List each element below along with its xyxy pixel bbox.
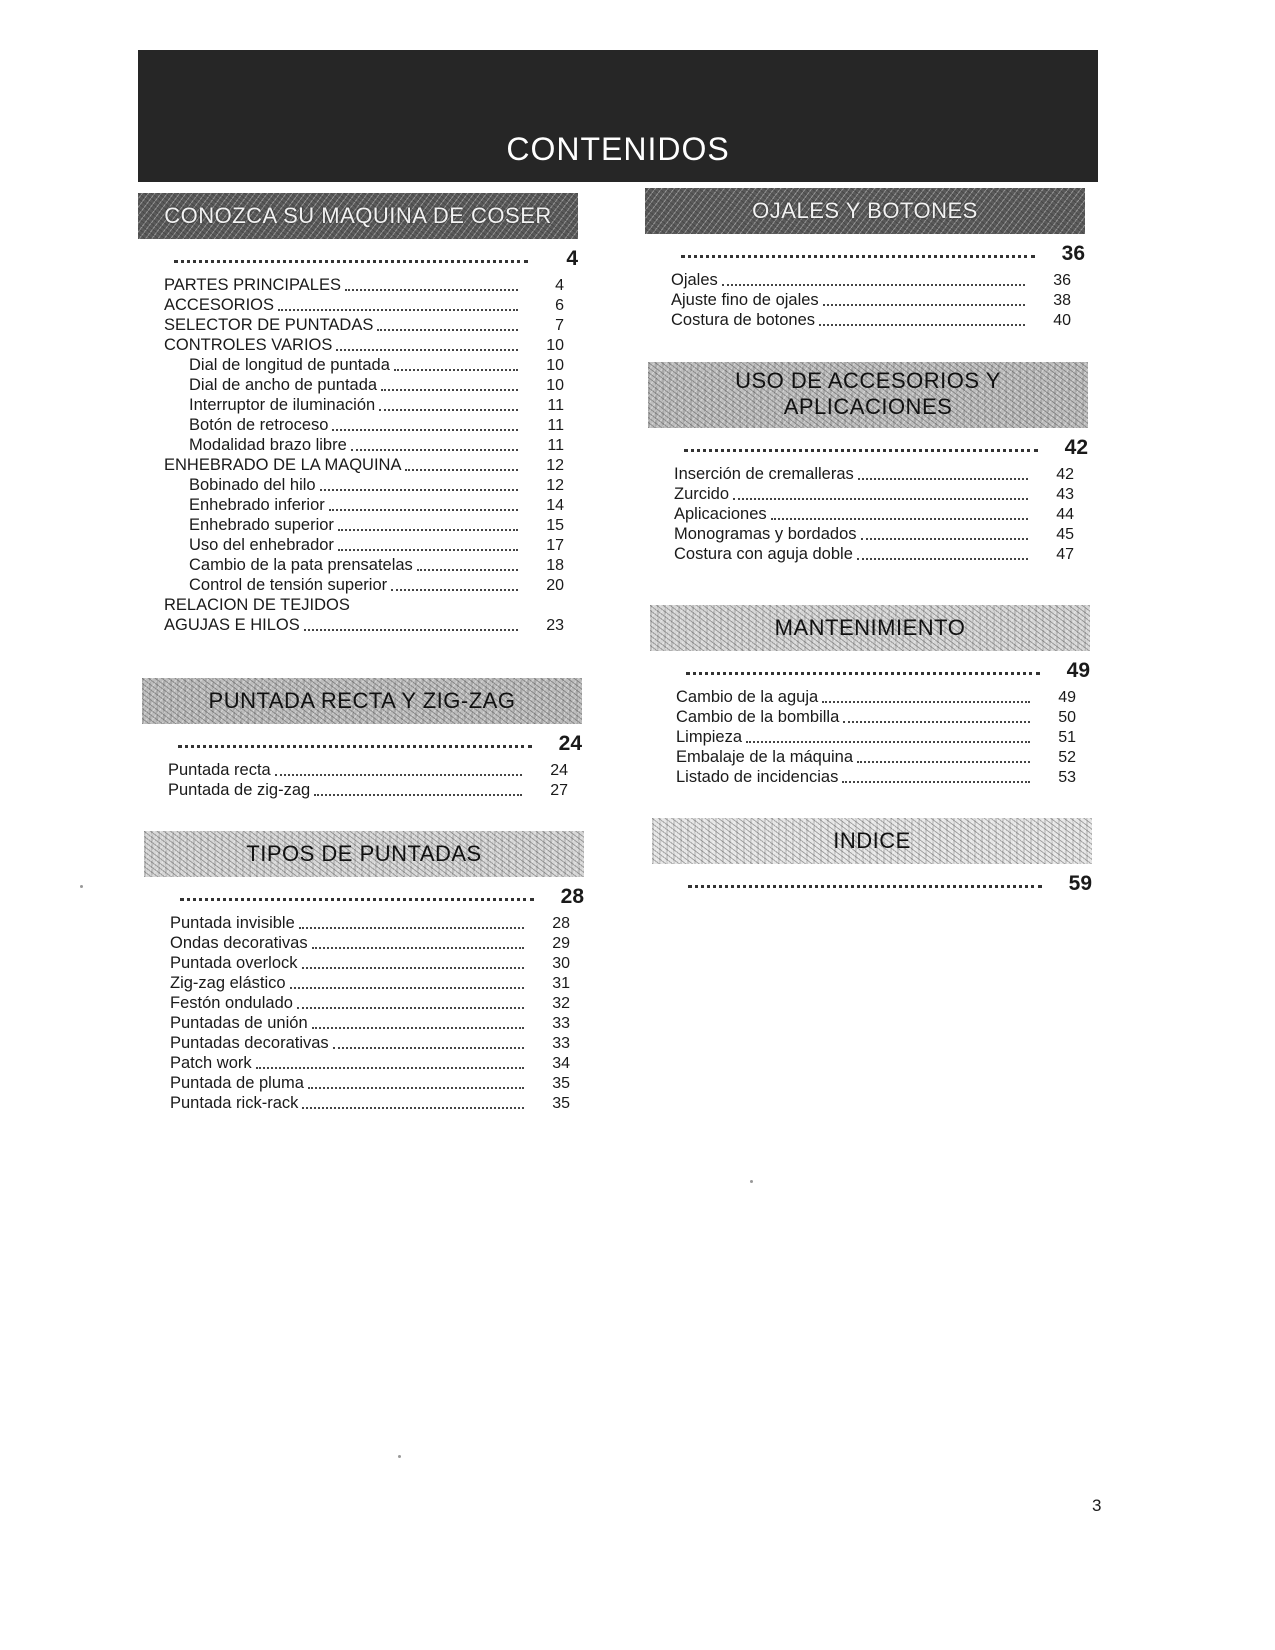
toc-entry[interactable]: Cambio de la bombilla 50 [676, 708, 1076, 726]
toc-entry[interactable]: Control de tensión superior 20 [189, 576, 564, 594]
page-title: CONTENIDOS [506, 131, 730, 167]
toc-entry[interactable]: Enhebrado superior 15 [189, 516, 564, 534]
section-page: 42 [1064, 436, 1088, 459]
section-page: 4 [566, 247, 578, 270]
toc-entry[interactable]: Modalidad brazo libre 11 [189, 436, 564, 454]
section-heading: INDICE [652, 818, 1092, 864]
toc-entry[interactable]: Puntadas de unión 33 [170, 1014, 570, 1032]
toc-entry[interactable]: Listado de incidencias 53 [676, 768, 1076, 786]
toc-entry[interactable]: Puntada de pluma 35 [170, 1074, 570, 1092]
section-heading: MANTENIMIENTO [650, 605, 1090, 651]
section-recta [142, 678, 582, 800]
section-heading: TIPOS DE PUNTADAS [144, 831, 584, 877]
section-conozca [138, 193, 578, 635]
toc-entry[interactable]: Festón ondulado 32 [170, 994, 570, 1012]
scan-speck [80, 885, 83, 888]
toc-entry[interactable]: Inserción de cremalleras 42 [674, 465, 1074, 483]
section-tipos [144, 831, 584, 1113]
toc-entry[interactable]: Zurcido 43 [674, 485, 1074, 503]
scan-speck [750, 1180, 753, 1183]
toc-entry[interactable]: Costura con aguja doble 47 [674, 545, 1074, 563]
section-page: 59 [1068, 872, 1092, 895]
title-banner [138, 50, 1098, 182]
toc-entry[interactable]: ENHEBRADO DE LA MAQUINA 12 [164, 456, 564, 474]
section-page: 36 [1061, 242, 1085, 265]
section-ojales [645, 188, 1085, 330]
toc-entry[interactable]: RELACION DE TEJIDOS [164, 596, 350, 614]
section-page: 24 [558, 732, 582, 755]
toc-entry[interactable]: Interruptor de iluminación 11 [189, 396, 564, 414]
toc-entry[interactable]: AGUJAS E HILOS 23 [164, 616, 564, 634]
scan-speck [398, 1455, 401, 1458]
section-start-row [648, 430, 1088, 460]
toc-entry[interactable]: Monogramas y bordados 45 [674, 525, 1074, 543]
toc-entry[interactable]: Enhebrado inferior 14 [189, 496, 564, 514]
section-heading: PUNTADA RECTA Y ZIG-ZAG [142, 678, 582, 724]
toc-entry[interactable]: Puntadas decorativas 33 [170, 1034, 570, 1052]
toc-entry[interactable]: Uso del enhebrador 17 [189, 536, 564, 554]
toc-entry[interactable]: Puntada recta 24 [168, 761, 568, 779]
toc-entry[interactable]: Puntada rick-rack 35 [170, 1094, 570, 1112]
section-heading: CONOZCA SU MAQUINA DE COSER [138, 193, 578, 239]
section-start-row [142, 726, 582, 756]
toc-entry[interactable]: Patch work 34 [170, 1054, 570, 1072]
toc-entry[interactable]: Bobinado del hilo 12 [189, 476, 564, 494]
toc-entry[interactable]: PARTES PRINCIPALES 4 [164, 276, 564, 294]
section-page: 28 [560, 885, 584, 908]
toc-entry[interactable]: Ondas decorativas 29 [170, 934, 570, 952]
toc-entry[interactable]: Costura de botones 40 [671, 311, 1071, 329]
toc-entry[interactable]: Embalaje de la máquina 52 [676, 748, 1076, 766]
toc-entry[interactable]: Ojales 36 [671, 271, 1071, 289]
section-start-row [652, 866, 1092, 896]
section-start-row [645, 236, 1085, 266]
section-start-row [650, 653, 1090, 683]
toc-entry[interactable]: Dial de ancho de puntada 10 [189, 376, 564, 394]
toc-entry[interactable]: Botón de retroceso 11 [189, 416, 564, 434]
section-heading: OJALES Y BOTONES [645, 188, 1085, 234]
toc-entry[interactable]: Cambio de la pata prensatelas 18 [189, 556, 564, 574]
toc-entry[interactable]: Dial de longitud de puntada 10 [189, 356, 564, 374]
toc-entry[interactable]: Puntada de zig-zag 27 [168, 781, 568, 799]
section-heading: USO DE ACCESORIOS Y APLICACIONES [648, 362, 1088, 428]
toc-entry[interactable]: Limpieza 51 [676, 728, 1076, 746]
toc-entry[interactable]: Puntada invisible 28 [170, 914, 570, 932]
toc-entry[interactable]: Aplicaciones 44 [674, 505, 1074, 523]
toc-entry[interactable]: Zig-zag elástico 31 [170, 974, 570, 992]
section-uso [648, 362, 1088, 564]
section-page: 49 [1066, 659, 1090, 682]
section-start-row [138, 241, 578, 271]
section-start-row [144, 879, 584, 909]
toc-entry[interactable]: Puntada overlock 30 [170, 954, 570, 972]
toc-entry[interactable]: CONTROLES VARIOS 10 [164, 336, 564, 354]
section-indice [652, 818, 1092, 896]
toc-entry[interactable]: ACCESORIOS 6 [164, 296, 564, 314]
toc-entry[interactable]: SELECTOR DE PUNTADAS 7 [164, 316, 564, 334]
toc-entry[interactable]: Ajuste fino de ojales 38 [671, 291, 1071, 309]
section-mantenimiento [650, 605, 1090, 787]
toc-entry[interactable]: Cambio de la aguja 49 [676, 688, 1076, 706]
page-number: 3 [1092, 1496, 1102, 1515]
